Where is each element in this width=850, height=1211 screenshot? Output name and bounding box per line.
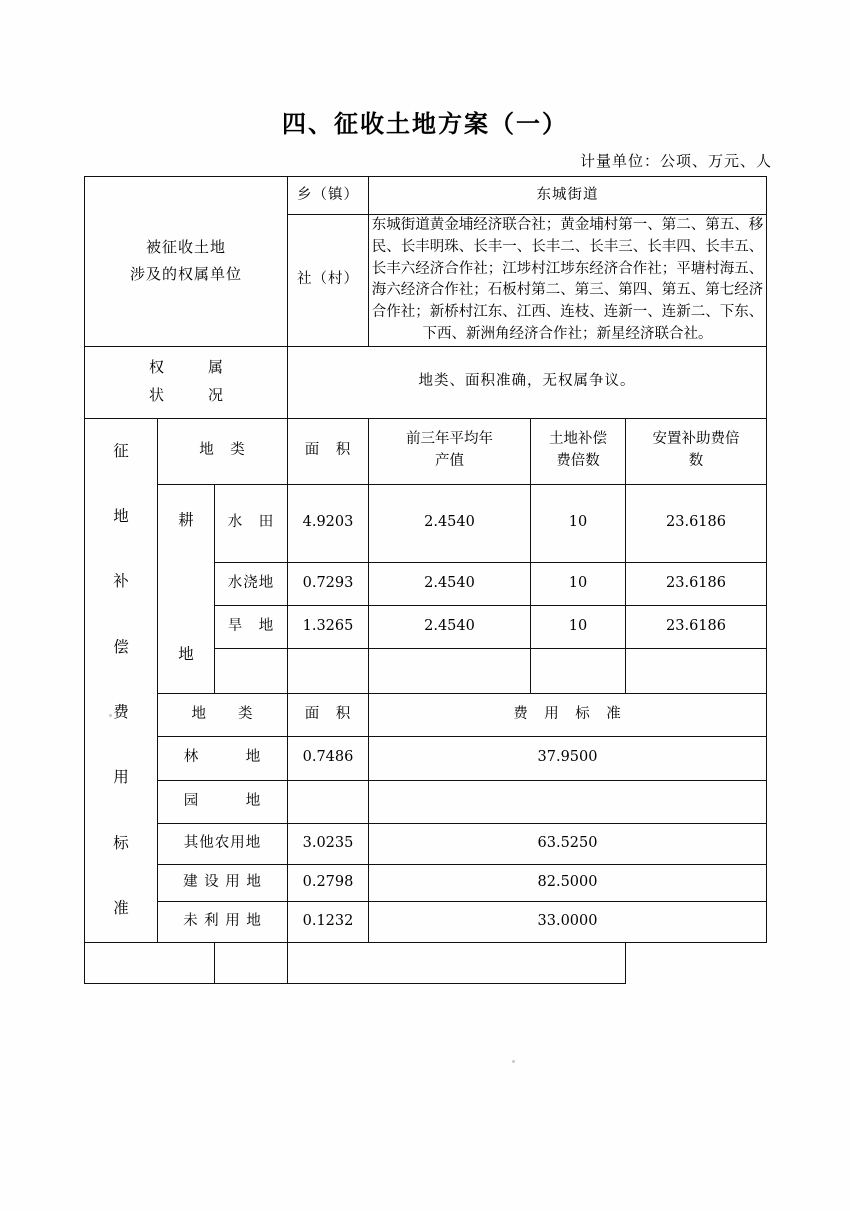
header-resettle-line1: 安置补助费倍 [652, 431, 740, 448]
table-row-cultivated-0 [85, 484, 767, 562]
other-fee-4: 33.0000 [369, 901, 767, 942]
owner-label-line1: 被征收土地 [145, 237, 226, 256]
vlabel-char-2: 补 [113, 572, 129, 591]
header2-land-type: 地 类 [158, 693, 288, 736]
header2-area: 面 积 [288, 693, 369, 736]
header-land-compensation-multiple [531, 418, 626, 484]
measurement-unit-note: 计量单位：公项、万元、人 [579, 152, 772, 170]
header2-fee-standard: 费 用 标 准 [369, 693, 767, 736]
vlabel-char-1: 地 [113, 506, 129, 525]
ownership-status-value: 地类、面积准确，无权属争议。 [288, 346, 767, 418]
table-row-other-2 [85, 823, 767, 864]
cultivated-land-label [158, 484, 215, 693]
table-row-other-4 [85, 901, 767, 942]
table-row-header-primary [85, 418, 767, 484]
other-type-1: 园 地 [158, 780, 288, 823]
header-resettle-line2: 数 [688, 453, 704, 469]
cultivated-land-multiple-1: 10 [531, 562, 626, 605]
cultivated-type-1: 水浇地 [215, 562, 288, 605]
cultivated-yield-2: 2.4540 [369, 605, 531, 648]
owner-label-line2: 涉及的权属单位 [129, 265, 242, 284]
cultivated-type-2: 旱 地 [215, 605, 288, 648]
other-type-0: 林 地 [158, 736, 288, 780]
cultivated-label-char-0: 耕 [178, 510, 194, 529]
owner-row-label [85, 177, 288, 347]
other-fee-2: 63.5250 [369, 823, 767, 864]
other-area-0: 0.7486 [288, 736, 369, 780]
status-label-1: 权 [148, 358, 164, 377]
table-row-other-1 [85, 780, 767, 823]
header-avg-yield-line1: 前三年平均年 [406, 431, 493, 448]
header-area: 面 积 [288, 418, 369, 484]
table-row-ownership-status [85, 346, 767, 418]
cultivated-land-multiple-3 [531, 648, 626, 693]
table-row-owner-township [85, 177, 767, 215]
cultivated-resettle-multiple-0: 23.6186 [626, 484, 767, 562]
other-area-5 [215, 942, 288, 983]
table-row-other-3 [85, 864, 767, 901]
other-type-5 [85, 942, 215, 983]
vlabel-char-5: 用 [113, 768, 129, 787]
cultivated-land-multiple-0: 10 [531, 484, 626, 562]
cultivated-yield-3 [369, 648, 531, 693]
header-average-yield [369, 418, 531, 484]
other-area-1 [288, 780, 369, 823]
other-type-4: 未 利 用 地 [158, 901, 288, 942]
status-label-3: 状 [148, 386, 164, 404]
cultivated-yield-0: 2.4540 [369, 484, 531, 562]
cultivated-label-char-1: 地 [178, 645, 194, 664]
cultivated-yield-1: 2.4540 [369, 562, 531, 605]
other-fee-0: 37.9500 [369, 736, 767, 780]
header-avg-yield-line2: 产值 [435, 453, 464, 469]
cultivated-resettle-multiple-3 [626, 648, 767, 693]
header-resettlement-multiple [626, 418, 767, 484]
vlabel-char-4: 费 [113, 703, 129, 722]
cultivated-type-0: 水 田 [215, 484, 288, 562]
cultivated-type-3 [215, 648, 288, 693]
land-acquisition-table [84, 176, 767, 984]
cultivated-resettle-multiple-1: 23.6186 [626, 562, 767, 605]
header-land-type: 地 类 [158, 418, 288, 484]
other-fee-1 [369, 780, 767, 823]
other-area-4: 0.1232 [288, 901, 369, 942]
header-land-comp-line2: 费倍数 [556, 453, 600, 469]
other-area-2: 3.0235 [288, 823, 369, 864]
status-label-2: 属 [208, 358, 224, 377]
scan-artifact-dot-2 [109, 714, 112, 717]
table-row-other-5 [85, 942, 767, 983]
township-label: 乡（镇） [288, 177, 369, 215]
table-row-header-secondary [85, 693, 767, 736]
other-fee-3: 82.5000 [369, 864, 767, 901]
scan-artifact-dot-1 [512, 1060, 515, 1063]
vlabel-char-6: 标 [113, 833, 129, 852]
cultivated-area-3 [288, 648, 369, 693]
other-area-3: 0.2798 [288, 864, 369, 901]
other-type-2: 其他农用地 [158, 823, 288, 864]
village-value: 东城街道黄金埔经济联合社；黄金埔村第一、第二、第五、移民、长丰明珠、长丰一、长丰二、长丰三、长丰四、长丰五、长丰六经济合作社；江埗村江埗东经济合作社；平塘村海五、海六经济合作社；石板村第二、第三、第四、第五、第七经济合作社；新桥村江东、江西、连枝、连新一、连新二、下东、下西、新洲角经济合作社；新星经济联合社。 [369, 215, 767, 347]
other-fee-5 [288, 942, 626, 983]
vlabel-char-0: 征 [113, 441, 129, 460]
page-title: 四、征收土地方案（一） [282, 109, 568, 138]
status-label-4: 况 [208, 386, 224, 404]
village-label: 社（村） [288, 215, 369, 347]
ownership-status-label [85, 346, 288, 418]
township-value: 东城街道 [369, 177, 767, 215]
cultivated-land-multiple-2: 10 [531, 605, 626, 648]
header-land-comp-line1: 土地补偿 [549, 431, 607, 448]
table-row-other-0 [85, 736, 767, 780]
cultivated-area-2: 1.3265 [288, 605, 369, 648]
other-type-3: 建 设 用 地 [158, 864, 288, 901]
compensation-vertical-label [85, 418, 158, 942]
cultivated-resettle-multiple-2: 23.6186 [626, 605, 767, 648]
cultivated-area-0: 4.9203 [288, 484, 369, 562]
cultivated-area-1: 0.7293 [288, 562, 369, 605]
vlabel-char-3: 偿 [113, 637, 129, 656]
vlabel-char-7: 准 [113, 899, 129, 918]
